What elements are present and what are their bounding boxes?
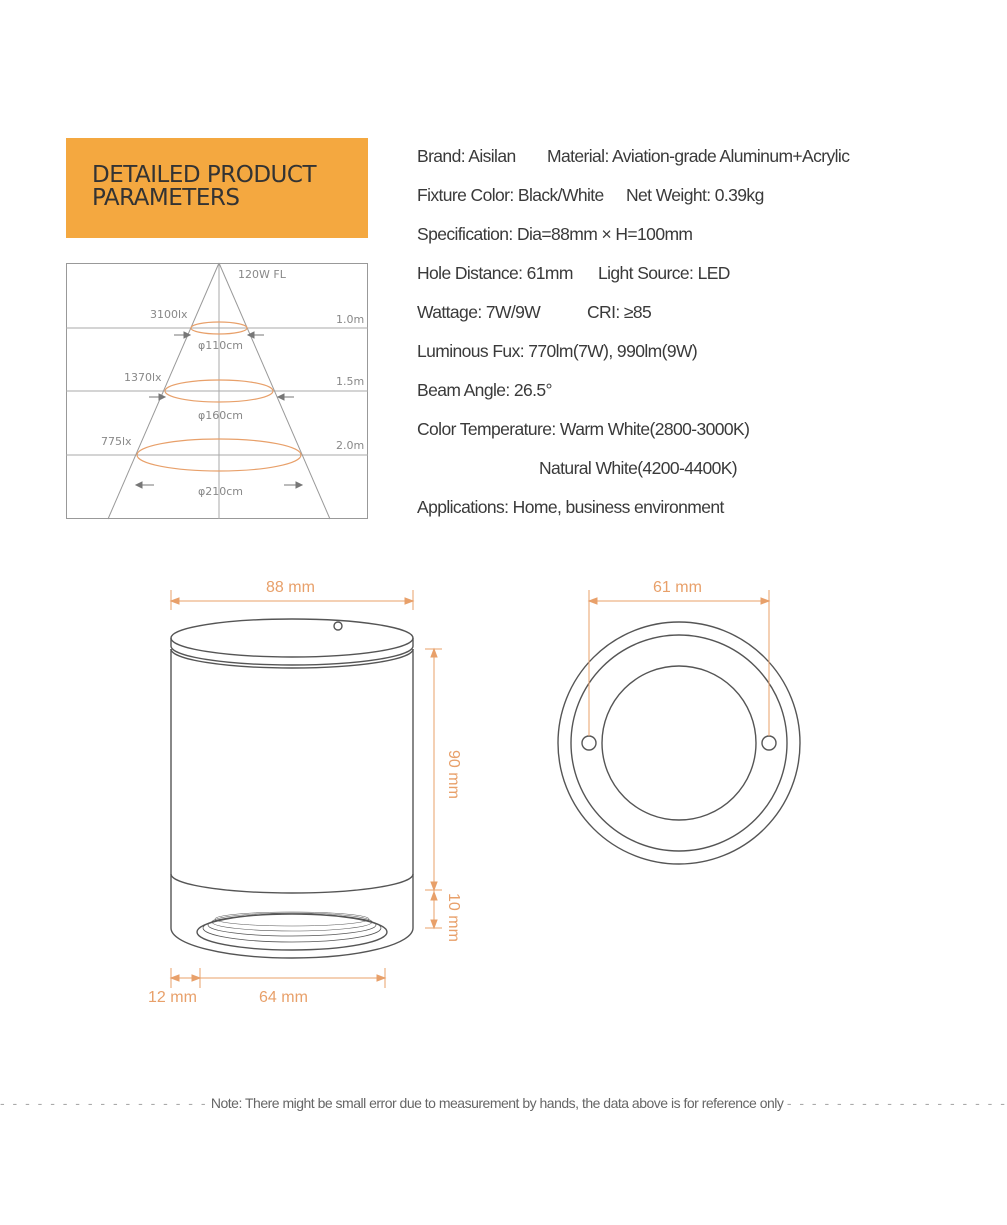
diameter-label-2: φ160cm (198, 409, 244, 422)
spec-wattage: Wattage: 7W/9W (417, 302, 541, 322)
dim-hole-distance-label: 61 mm (653, 579, 702, 596)
dim-opening-label: 64 mm (259, 989, 308, 1006)
inner-circle (602, 666, 756, 820)
top-view (558, 622, 800, 864)
spec-color-temperature: Color Temperature: Warm White(2800-3000K) (417, 419, 750, 439)
header-banner (66, 138, 368, 238)
header-title: DETAILED PRODUCT PARAMETERS (92, 162, 316, 211)
spec-material: Material: Aviation-grade Aluminum+Acrylic (547, 146, 850, 166)
dim-wall-label: 12 mm (148, 989, 197, 1006)
dim-width-label: 88 mm (266, 579, 315, 596)
top-ellipse (171, 619, 413, 657)
distance-label-3: 2.0m (336, 439, 365, 452)
divider-right: - - - - - - - - - - - - - - - - - - (786, 1095, 1007, 1111)
spec-cri: CRI: ≥85 (587, 302, 652, 322)
spec-brand: Brand: Aisilan (417, 146, 516, 166)
spec-beam-angle: Beam Angle: 26.5° (417, 380, 552, 400)
spec-row-color (417, 185, 947, 213)
dim-bottom-height-label: 10 mm (445, 893, 462, 942)
spec-row-hole (417, 263, 947, 291)
diameter-label-1: φ110cm (198, 339, 244, 352)
spec-specification: Specification: Dia=88mm × H=100mm (417, 224, 693, 244)
side-view (171, 619, 413, 958)
spec-row-wattage (417, 302, 947, 330)
mount-hole-left (582, 736, 596, 750)
distance-label-2: 1.5m (336, 375, 365, 388)
spec-light-source: Light Source: LED (598, 263, 730, 283)
spec-row-color-temp-2 (417, 458, 947, 486)
spec-net-weight: Net Weight: 0.39kg (626, 185, 764, 205)
lux-label-3: 775lx (101, 435, 132, 448)
divider-left: - - - - - - - - - - - - - - - - - (0, 1095, 208, 1111)
technical-drawing (0, 560, 960, 1040)
spec-row-applications (417, 497, 947, 525)
spec-applications: Applications: Home, business environment (417, 497, 724, 517)
top-hole (334, 622, 342, 630)
beam-diagram-svg (66, 263, 368, 519)
spec-fixture-color: Fixture Color: Black/White (417, 185, 604, 205)
spec-row-brand (417, 146, 947, 174)
spec-row-specification (417, 224, 947, 252)
lux-label-2: 1370lx (124, 371, 162, 384)
footnote (0, 1095, 1007, 1111)
outer-circle (558, 622, 800, 864)
lamp-label: 120W FL (238, 268, 286, 281)
spec-row-beam (417, 380, 947, 408)
dim-body-height-label: 90 mm (445, 750, 462, 799)
spec-row-color-temp (417, 419, 947, 447)
diameter-label-3: φ210cm (198, 485, 244, 498)
lux-label-1: 3100lx (150, 308, 188, 321)
beam-illuminance-diagram (66, 263, 368, 519)
top-dimensions (589, 590, 769, 736)
spec-color-temperature-natural: Natural White(4200-4400K) (539, 458, 738, 478)
middle-circle (571, 635, 787, 851)
distance-label-1: 1.0m (336, 313, 365, 326)
footnote-text: Note: There might be small error due to measurement by hands, the data above is for reference only (210, 1095, 784, 1111)
bottom-band-line (171, 874, 413, 893)
spec-row-flux (417, 341, 947, 369)
mount-hole-right (762, 736, 776, 750)
spec-luminous-flux: Luminous Fux: 770lm(7W), 990lm(9W) (417, 341, 698, 361)
spec-hole-distance: Hole Distance: 61mm (417, 263, 573, 283)
